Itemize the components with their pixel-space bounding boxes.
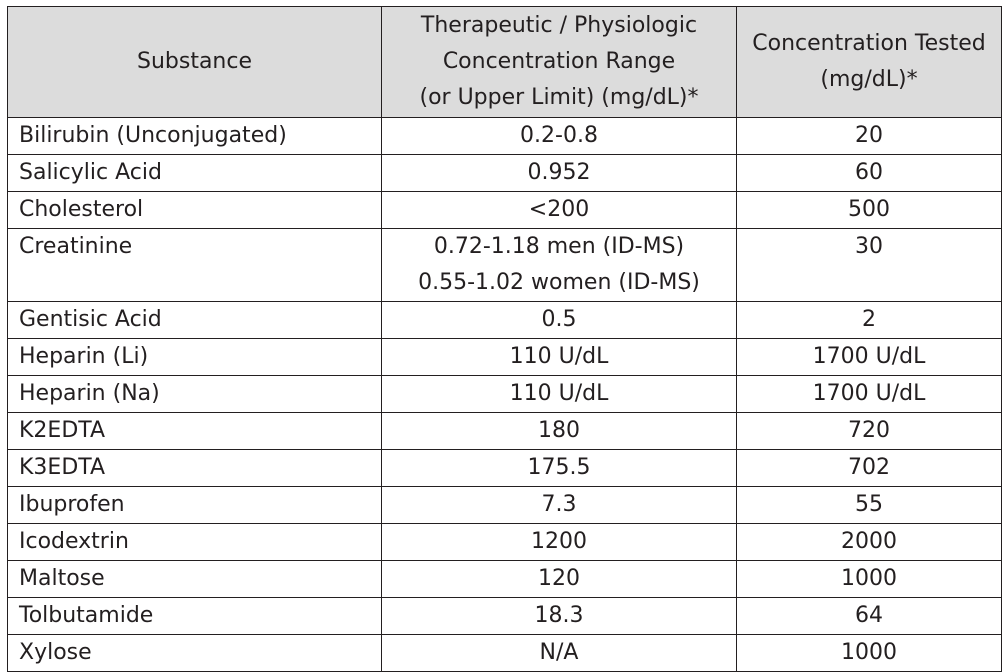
header-concentration-range	[382, 7, 737, 118]
cell-range: 18.3	[382, 598, 737, 635]
cell-substance: Tolbutamide	[8, 598, 382, 635]
cell-range: 120	[382, 561, 737, 598]
header-tested-line: (mg/dL)*	[820, 67, 918, 92]
cell-substance: Bilirubin (Unconjugated)	[8, 118, 382, 155]
cell-tested: 1700 U/dL	[737, 339, 1002, 376]
cell-tested: 1000	[737, 561, 1002, 598]
cell-substance: Icodextrin	[8, 524, 382, 561]
header-tested-line: Concentration Tested	[752, 31, 986, 56]
table-row	[8, 413, 1002, 450]
cell-range: 0.2-0.8	[382, 118, 737, 155]
cell-tested: 1000	[737, 635, 1002, 672]
table-row	[8, 229, 1002, 302]
cell-substance: K2EDTA	[8, 413, 382, 450]
cell-substance: Xylose	[8, 635, 382, 672]
table-row	[8, 192, 1002, 229]
cell-range	[382, 229, 737, 302]
table-row	[8, 561, 1002, 598]
cell-range: 110 U/dL	[382, 376, 737, 413]
cell-tested: 720	[737, 413, 1002, 450]
cell-tested: 55	[737, 487, 1002, 524]
cell-substance: Maltose	[8, 561, 382, 598]
interference-table-container	[7, 6, 1001, 672]
header-range-line: Concentration Range	[442, 49, 676, 74]
cell-tested: 1700 U/dL	[737, 376, 1002, 413]
table-row	[8, 487, 1002, 524]
cell-range: 110 U/dL	[382, 339, 737, 376]
header-range-line: Therapeutic / Physiologic	[420, 13, 698, 38]
cell-substance: Heparin (Li)	[8, 339, 382, 376]
cell-tested: 2000	[737, 524, 1002, 561]
cell-range: N/A	[382, 635, 737, 672]
cell-range: 180	[382, 413, 737, 450]
table-row	[8, 524, 1002, 561]
header-concentration-tested	[737, 7, 1002, 118]
cell-tested: 702	[737, 450, 1002, 487]
cell-substance: Heparin (Na)	[8, 376, 382, 413]
cell-tested: 500	[737, 192, 1002, 229]
cell-range: 175.5	[382, 450, 737, 487]
cell-range: 0.5	[382, 302, 737, 339]
header-row	[8, 7, 1002, 118]
table-row	[8, 376, 1002, 413]
header-substance-label: Substance	[136, 49, 253, 74]
header-range-line: (or Upper Limit) (mg/dL)*	[419, 85, 699, 110]
cell-substance: Cholesterol	[8, 192, 382, 229]
table-header	[8, 7, 1002, 118]
cell-tested: 60	[737, 155, 1002, 192]
table-row	[8, 118, 1002, 155]
cell-tested: 20	[737, 118, 1002, 155]
cell-substance: Salicylic Acid	[8, 155, 382, 192]
table-body	[8, 118, 1002, 672]
table-row	[8, 598, 1002, 635]
cell-substance: K3EDTA	[8, 450, 382, 487]
cell-tested: 2	[737, 302, 1002, 339]
cell-range-line: 0.72-1.18 men (ID-MS)	[433, 234, 685, 259]
cell-range: 0.952	[382, 155, 737, 192]
table-row	[8, 155, 1002, 192]
header-substance	[8, 7, 382, 118]
cell-range: <200	[382, 192, 737, 229]
cell-substance: Creatinine	[8, 229, 382, 302]
cell-range: 1200	[382, 524, 737, 561]
cell-substance: Ibuprofen	[8, 487, 382, 524]
cell-range-line: 0.55-1.02 women (ID-MS)	[418, 270, 700, 295]
table-row	[8, 450, 1002, 487]
table-row	[8, 635, 1002, 672]
cell-substance: Gentisic Acid	[8, 302, 382, 339]
cell-tested: 64	[737, 598, 1002, 635]
cell-tested: 30	[737, 229, 1002, 302]
table-row	[8, 339, 1002, 376]
interference-table	[7, 6, 1002, 672]
table-row	[8, 302, 1002, 339]
cell-range: 7.3	[382, 487, 737, 524]
